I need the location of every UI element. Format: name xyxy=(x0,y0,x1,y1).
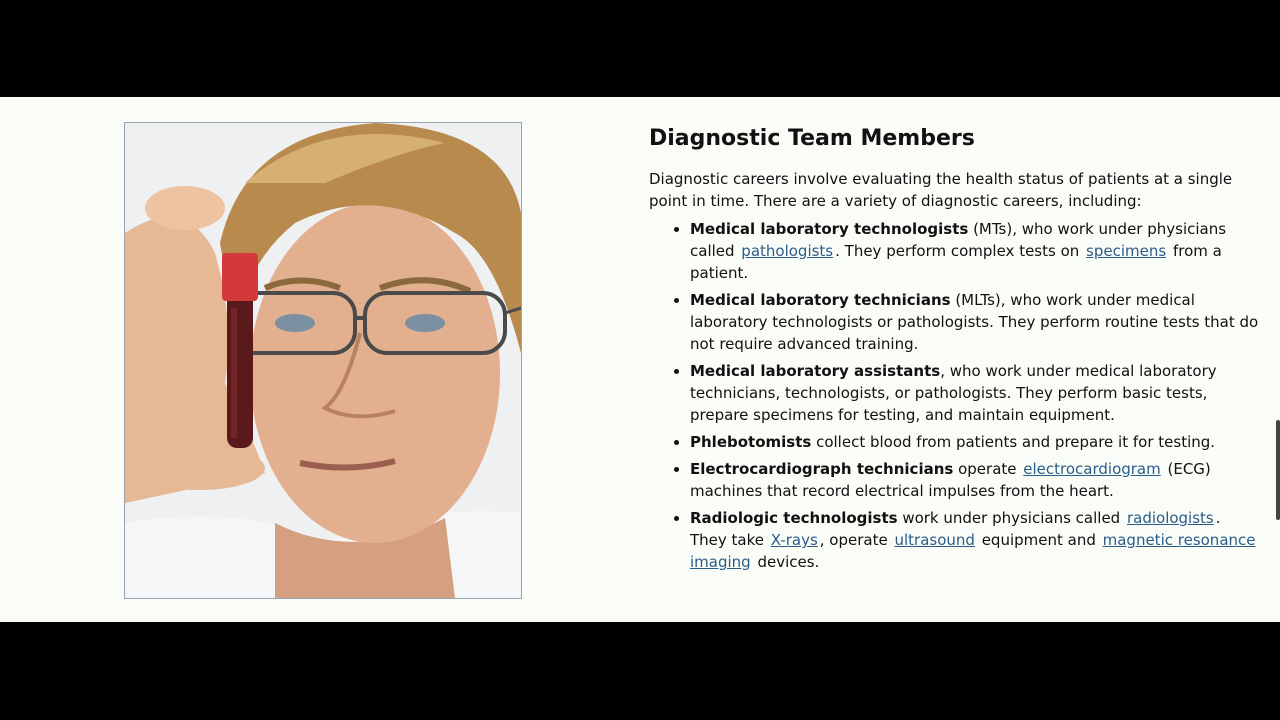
pathologists-link[interactable]: pathologists xyxy=(741,242,834,260)
electrocardiogram-link[interactable]: electrocardiogram xyxy=(1023,460,1161,478)
radiologists-link[interactable]: radiologists xyxy=(1126,509,1214,527)
career-title: Medical laboratory assistants xyxy=(690,362,941,380)
career-text: collect blood from patients and prepare it for testing. xyxy=(811,433,1216,451)
list-item xyxy=(690,507,1261,573)
scrollbar[interactable] xyxy=(1276,420,1280,520)
intro-paragraph: Diagnostic careers involve evaluating the health status of patients at a single point in time. There are a variety of diagnostic careers, including: xyxy=(649,170,1233,210)
career-text: . They take xyxy=(690,509,1221,549)
specimens-link[interactable]: specimens xyxy=(1086,242,1167,260)
ultrasound-link[interactable]: ultrasound xyxy=(894,531,975,549)
list-item xyxy=(690,458,1261,502)
career-text: operate xyxy=(953,460,1022,478)
career-title: Medical laboratory technicians xyxy=(690,291,951,309)
list-item xyxy=(690,431,1261,453)
career-text: . They perform complex tests on xyxy=(835,242,1085,260)
career-title: Electrocardiograph technicians xyxy=(690,460,954,478)
career-list xyxy=(649,218,1261,573)
lab-technician-illustration xyxy=(125,123,521,598)
career-title: Phlebotomists xyxy=(690,433,812,451)
x-rays-link[interactable]: X-rays xyxy=(770,531,818,549)
career-text: devices. xyxy=(752,553,820,571)
page-title: Diagnostic Team Members xyxy=(649,126,975,151)
list-item xyxy=(690,289,1261,355)
career-text: (ECG) machines that record electrical impulses from the heart. xyxy=(690,460,1211,500)
list-item xyxy=(690,218,1261,284)
article xyxy=(649,124,1261,578)
career-title: Medical laboratory technologists xyxy=(690,220,969,238)
career-text: (MTs), who work under physicians called xyxy=(690,220,1227,260)
career-text: , operate xyxy=(819,531,893,549)
career-text: work under physicians called xyxy=(897,509,1125,527)
career-text: , who work under medical laboratory technicians, technologists, or pathologists. They perform basic tests, prepare specimens for testing, and maintain equipment. xyxy=(690,362,1217,424)
list-item xyxy=(690,360,1261,426)
career-text: from a patient. xyxy=(690,242,1222,282)
lab-technician-photo xyxy=(124,122,522,599)
career-text: equipment and xyxy=(976,531,1101,549)
mri-link[interactable]: magnetic resonance imaging xyxy=(690,531,1256,571)
career-text: (MLTs), who work under medical laboratory technologists or pathologists. They perform routine tests that do not require advanced training. xyxy=(690,291,1259,353)
career-title: Radiologic technologists xyxy=(690,509,898,527)
